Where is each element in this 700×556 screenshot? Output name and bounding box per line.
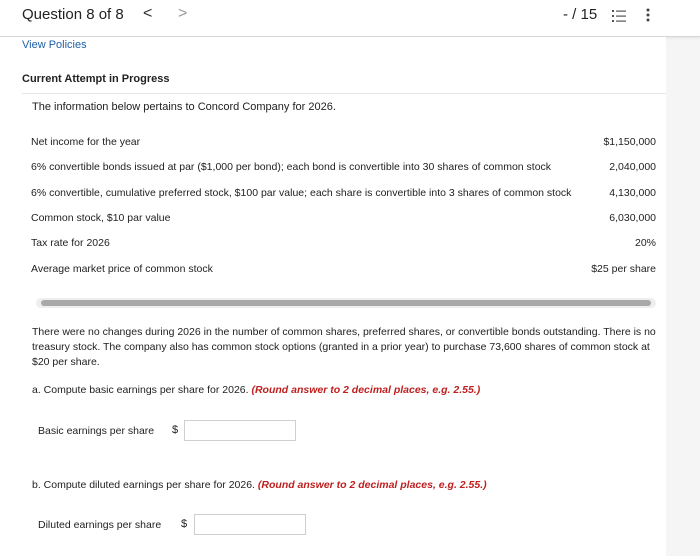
diluted-eps-label: Diluted earnings per share [38, 519, 162, 531]
row-label: Average market price of common stock [31, 263, 213, 275]
divider [22, 93, 666, 94]
row-value: 2,040,000 [609, 161, 656, 173]
row-value: 4,130,000 [609, 187, 656, 199]
part-a-rounding-note: (Round answer to 2 decimal places, e.g. 2.55.) [251, 384, 481, 396]
next-question-button[interactable]: > [178, 5, 188, 22]
basic-eps-input[interactable] [184, 420, 296, 441]
row-label: Tax rate for 2026 [31, 237, 110, 249]
table-row [31, 237, 656, 253]
table-row [31, 187, 656, 203]
row-value: 6,030,000 [609, 212, 656, 224]
row-label: Common stock, $10 par value [31, 212, 171, 224]
problem-paragraph: There were no changes during 2026 in the number of common shares, preferred shares, or convertible bonds outstanding. There is no treasury stock. The company also has common stock options (granted in a prior year) to purchase 73,600 shares of common stock at $20 per share. [32, 326, 656, 368]
previous-question-button[interactable]: < [143, 5, 153, 22]
part-b-question [32, 479, 487, 491]
score-display: - / 15 [563, 6, 598, 23]
row-value: $1,150,000 [603, 136, 656, 148]
part-b-text: b. Compute diluted earnings per share for 2026. [32, 479, 255, 491]
row-label: 6% convertible bonds issued at par ($1,000 per bond); each bond is convertible into 30 shares of common stock [31, 161, 552, 173]
basic-eps-label: Basic earnings per share [38, 425, 155, 437]
question-content [0, 37, 666, 556]
view-policies-link[interactable]: View Policies [22, 39, 87, 51]
list-icon[interactable] [612, 9, 626, 27]
more-vertical-icon[interactable] [646, 8, 650, 27]
table-row [31, 161, 656, 177]
currency-symbol: $ [172, 424, 179, 436]
horizontal-scrollbar[interactable] [36, 298, 656, 308]
row-value: $25 per share [591, 263, 656, 275]
top-bar [0, 0, 700, 37]
attempt-heading: Current Attempt in Progress [22, 73, 170, 85]
row-value: 20% [634, 237, 656, 249]
scrollbar-thumb[interactable] [41, 300, 651, 306]
table-row [31, 263, 656, 279]
currency-symbol: $ [181, 518, 188, 530]
table-row [31, 212, 656, 228]
part-a-text: a. Compute basic earnings per share for 2026. [32, 384, 249, 396]
question-counter: Question 8 of 8 [22, 6, 124, 23]
part-b-rounding-note: (Round answer to 2 decimal places, e.g. 2.55.) [257, 479, 487, 491]
diluted-eps-input[interactable] [194, 514, 306, 535]
intro-text: The information below pertains to Concord Company for 2026. [32, 101, 336, 113]
table-row [31, 136, 656, 152]
part-a-question [32, 384, 480, 396]
row-label: Net income for the year [31, 136, 141, 148]
row-label: 6% convertible, cumulative preferred stock, $100 par value; each share is convertible into 3 shares of common stock [31, 187, 572, 199]
